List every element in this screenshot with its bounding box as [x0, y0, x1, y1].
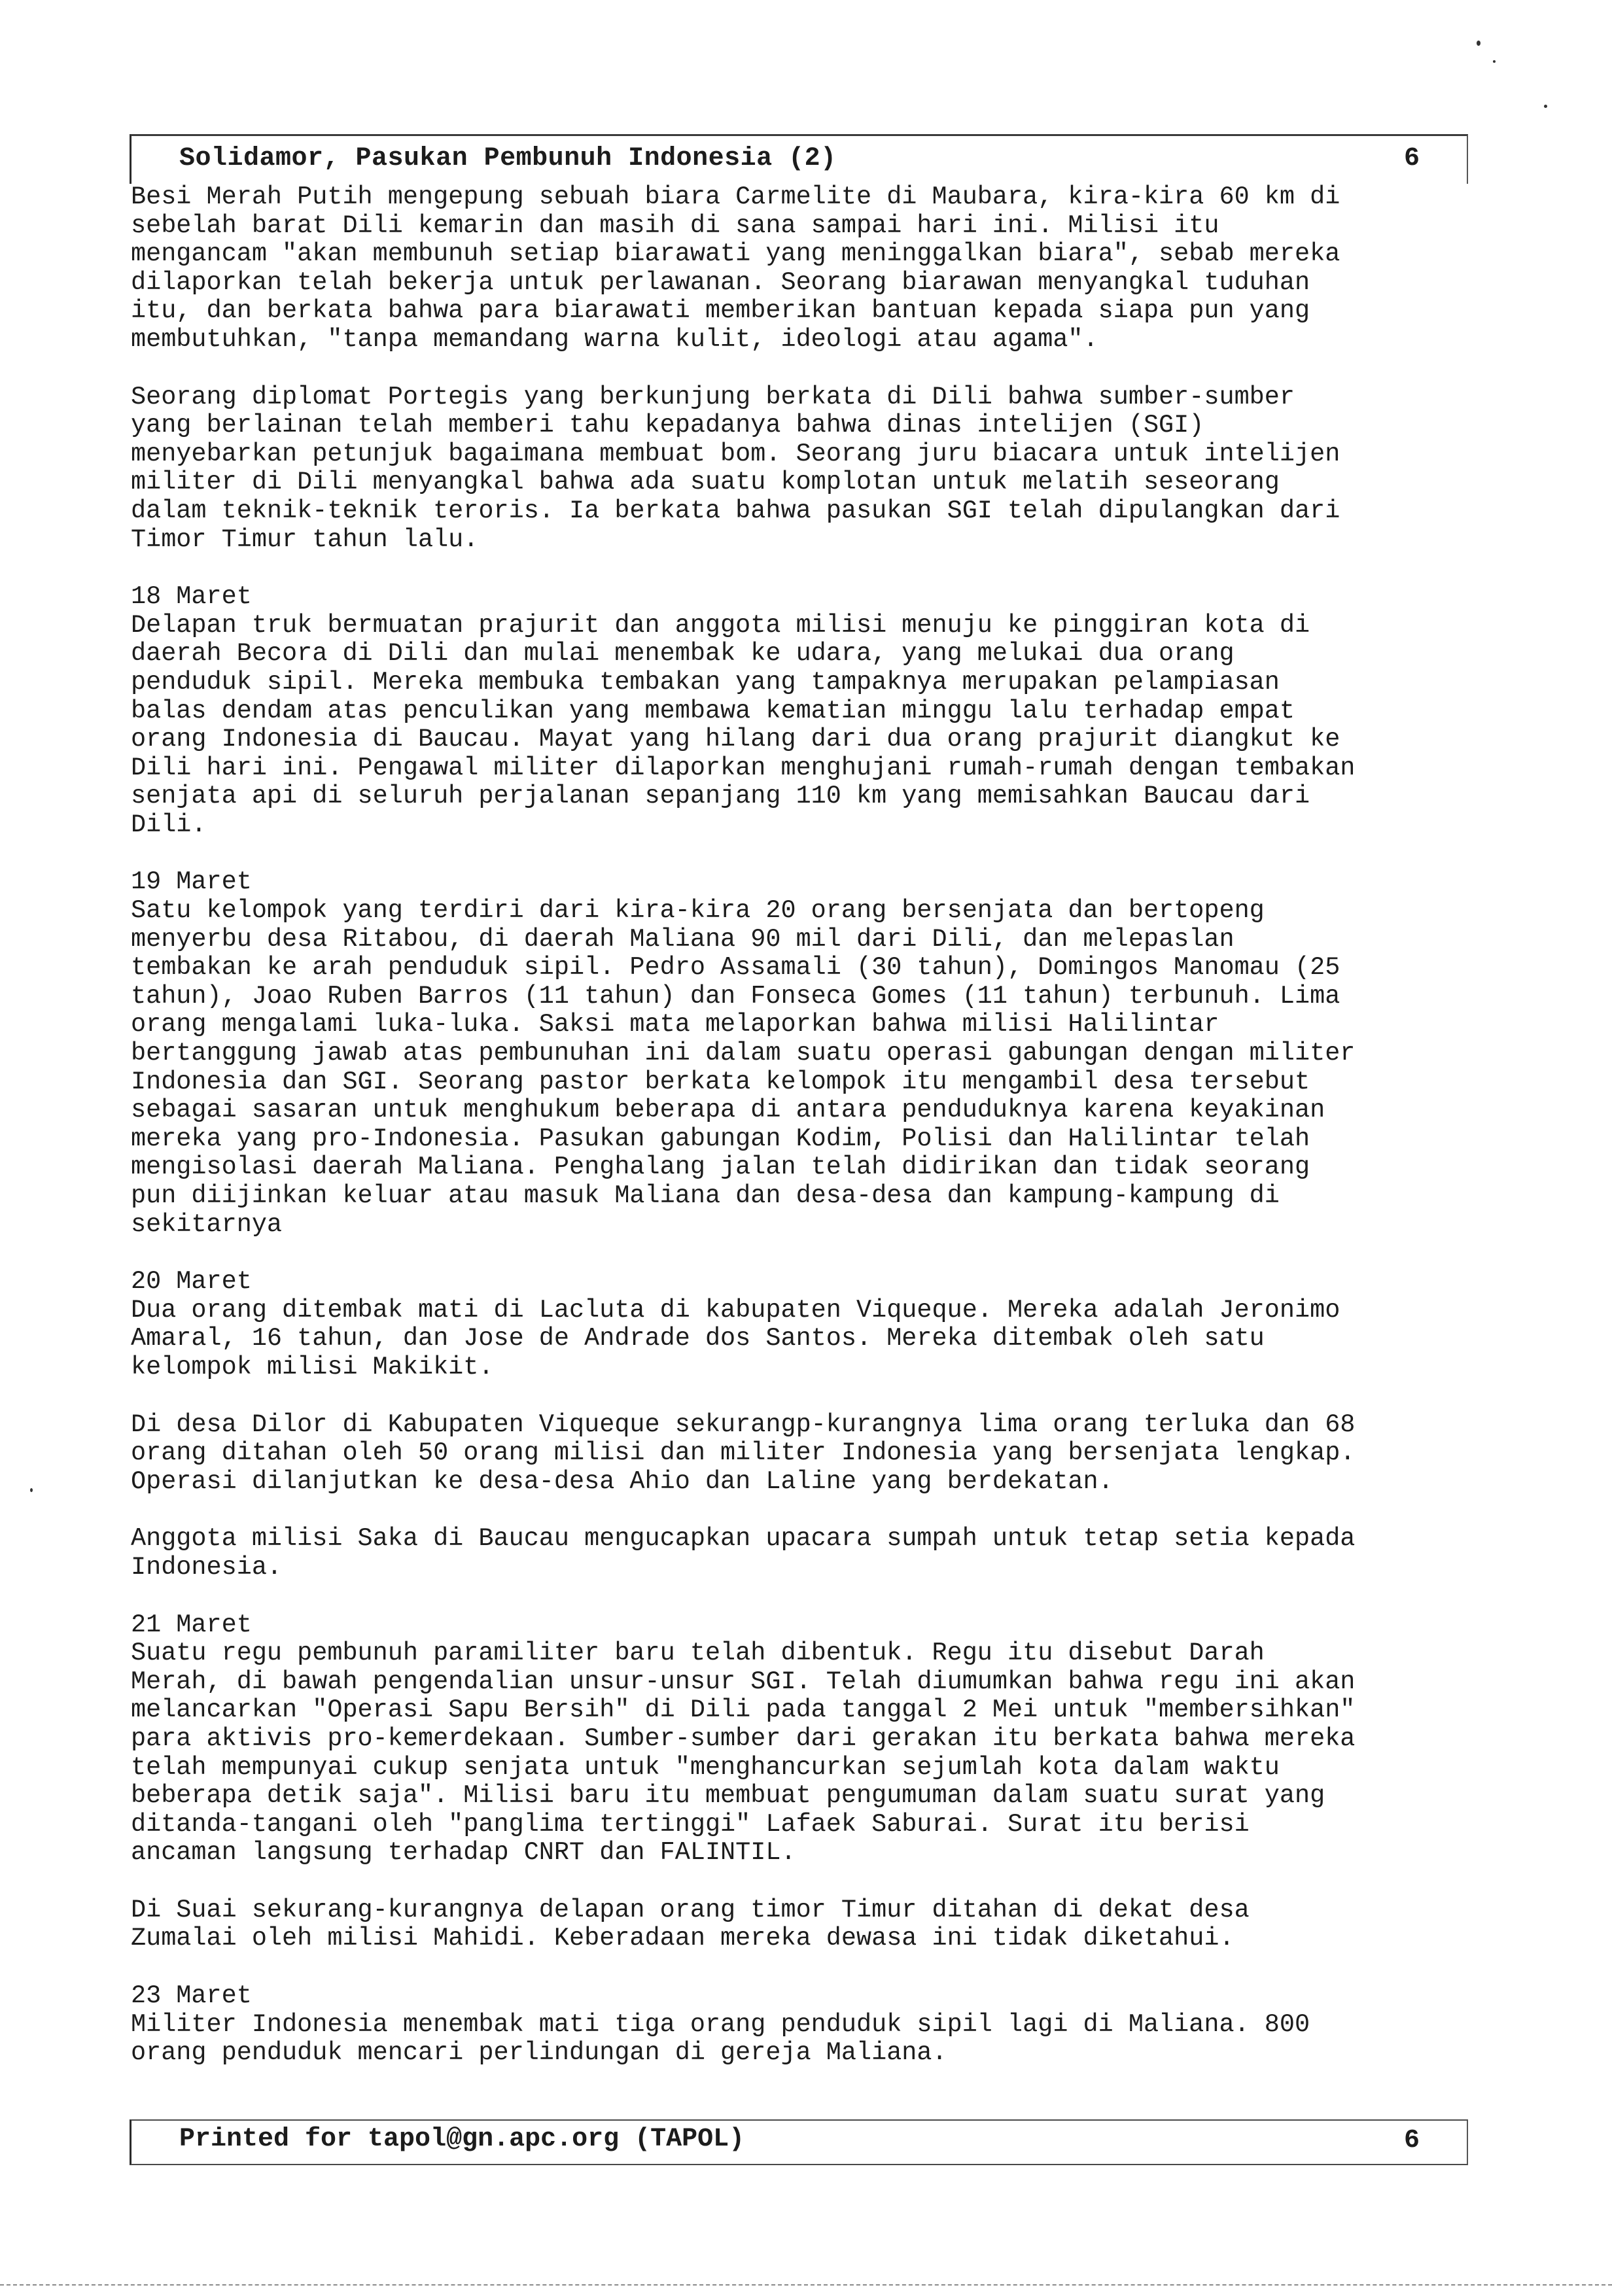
- text-line: menyebarkan petunjuk bagaimana membuat bom. Seorang juru biacara untuk intelijen: [131, 439, 1340, 468]
- paragraph: [131, 1611, 1465, 1868]
- text-line: orang mengalami luka-luka. Saksi mata melaporkan bahwa milisi Halilintar: [131, 1010, 1219, 1039]
- text-line: Di Suai sekurang-kurangnya delapan orang timor Timur ditahan di dekat desa: [131, 1895, 1250, 1924]
- footer-page-number: 6: [1404, 2126, 1420, 2155]
- text-line: mengancam "akan membunuh setiap biarawati yang meninggalkan biara", sebab mereka: [131, 239, 1340, 269]
- text-line: pun diijinkan keluar atau masuk Maliana dan desa-desa dan kampung-kampung di: [131, 1181, 1280, 1210]
- paragraph: [131, 868, 1465, 1239]
- entry-date: 19 Maret: [131, 867, 252, 897]
- scan-speck: [1493, 60, 1496, 63]
- text-line: tahun), Joao Ruben Barros (11 tahun) dan Fonseca Gomes (11 tahun) terbunuh. Lima: [131, 981, 1340, 1011]
- footer-printed-for: Printed for tapol@gn.apc.org (TAPOL): [179, 2125, 745, 2154]
- text-line: Militer Indonesia menembak mati tiga orang penduduk sipil lagi di Maliana. 800: [131, 2009, 1310, 2039]
- scan-speck: [1477, 41, 1481, 46]
- text-line: membutuhkan, "tanpa memandang warna kulit, ideologi atau agama".: [131, 324, 1098, 354]
- text-line: tembakan ke arah penduduk sipil. Pedro Assamali (30 tahun), Domingos Manomau (25: [131, 953, 1340, 983]
- text-line: melancarkan "Operasi Sapu Bersih" di Dili pada tanggal 2 Mei untuk "membersihkan": [131, 1696, 1356, 1725]
- text-line: Seorang diplomat Portegis yang berkunjung berkata di Dili bahwa sumber-sumber: [131, 382, 1295, 411]
- text-line: ancaman langsung terhadap CNRT dan FALINTIL.: [131, 1838, 796, 1868]
- entry-date: 23 Maret: [131, 1981, 252, 2011]
- text-line: balas dendam atas penculikan yang membawa kematian minggu lalu terhadap empat: [131, 696, 1295, 725]
- text-line: Merah, di bawah pengendalian unsur-unsur SGI. Telah diumumkan bahwa regu ini akan: [131, 1667, 1356, 1696]
- text-line: beberapa detik saja". Milisi baru itu membuat pengumuman dalam suatu surat yang: [131, 1781, 1325, 1811]
- text-line: daerah Becora di Dili dan mulai menembak ke udara, yang melukai dua orang: [131, 639, 1235, 669]
- text-line: para aktivis pro-kemerdekaan. Sumber-sumber dari gerakan itu berkata bahwa mereka: [131, 1724, 1356, 1753]
- text-line: Anggota milisi Saka di Baucau mengucapkan upacara sumpah untuk tetap setia kepada: [131, 1524, 1356, 1554]
- text-line: senjata api di seluruh perjalanan sepanjang 110 km yang memisahkan Baucau dari: [131, 782, 1310, 811]
- text-line: sebagai sasaran untuk menghukum beberapa di antara penduduknya karena keyakinan: [131, 1096, 1325, 1125]
- header-page-number: 6: [1404, 144, 1420, 173]
- text-line: penduduk sipil. Mereka membuka tembakan yang tampaknya merupakan pelampiasan: [131, 667, 1280, 697]
- entry-date: 20 Maret: [131, 1267, 252, 1296]
- text-line: sebelah barat Dili kemarin dan masih di sana sampai hari ini. Milisi itu: [131, 211, 1219, 240]
- text-line: Indonesia dan SGI. Seorang pastor berkata kelompok itu mengambil desa tersebut: [131, 1067, 1310, 1096]
- paragraph: [131, 1268, 1465, 1382]
- text-line: Indonesia.: [131, 1552, 283, 1582]
- text-line: yang berlainan telah memberi tahu kepadanya bahwa dinas intelijen (SGI): [131, 411, 1204, 440]
- scan-speck: [1544, 105, 1547, 108]
- text-line: mereka yang pro-Indonesia. Pasukan gabungan Kodim, Polisi dan Halilintar telah: [131, 1124, 1310, 1153]
- text-line: dalam teknik-teknik teroris. Ia berkata bahwa pasukan SGI telah dipulangkan dari: [131, 496, 1340, 525]
- paragraph: [131, 383, 1465, 555]
- text-line: militer di Dili menyangkal bahwa ada suatu komplotan untuk melatih seseorang: [131, 468, 1280, 497]
- text-line: Besi Merah Putih mengepung sebuah biara Carmelite di Maubara, kira-kira 60 km di: [131, 183, 1340, 211]
- text-line: ditanda-tangani oleh "panglima tertinggi" Lafaek Saburai. Surat itu berisi: [131, 1809, 1250, 1839]
- paragraph: [131, 1982, 1465, 2068]
- text-line: sekitarnya: [131, 1209, 283, 1239]
- text-line: Satu kelompok yang terdiri dari kira-kira 20 orang bersenjata dan bertopeng: [131, 896, 1265, 926]
- document-title: Solidamor, Pasukan Pembunuh Indonesia (2): [179, 144, 837, 173]
- text-line: dilaporkan telah bekerja untuk perlawanan. Seorang biarawan menyangkal tuduhan: [131, 268, 1310, 297]
- paragraph: [131, 1896, 1465, 1953]
- text-line: telah mempunyai cukup senjata untuk "menghancurkan sejumlah kota dalam waktu: [131, 1752, 1280, 1782]
- text-line: Delapan truk bermuatan prajurit dan anggota milisi menuju ke pinggiran kota di: [131, 610, 1310, 640]
- entry-date: 18 Maret: [131, 582, 252, 612]
- scan-edge-line: [0, 2284, 1612, 2286]
- text-line: orang penduduk mencari perlindungan di gereja Maliana.: [131, 2038, 947, 2068]
- text-line: kelompok milisi Makikit.: [131, 1352, 494, 1382]
- entry-date: 21 Maret: [131, 1610, 252, 1639]
- text-line: Dua orang ditembak mati di Lacluta di kabupaten Viqueque. Mereka adalah Jeronimo: [131, 1295, 1340, 1325]
- paragraph: [131, 583, 1465, 839]
- document-body: [131, 183, 1465, 2096]
- scan-speck: [30, 1488, 33, 1492]
- text-line: Operasi dilanjutkan ke desa-desa Ahio dan Laline yang berdekatan.: [131, 1467, 1113, 1496]
- text-line: Zumalai oleh milisi Mahidi. Keberadaan mereka dewasa ini tidak diketahui.: [131, 1924, 1235, 1953]
- paragraph: [131, 1411, 1465, 1497]
- text-line: menyerbu desa Ritabou, di daerah Maliana 90 mil dari Dili, dan melepaslan: [131, 924, 1235, 954]
- text-line: bertanggung jawab atas pembunuhan ini dalam suatu operasi gabungan dengan militer: [131, 1039, 1356, 1068]
- text-line: Dili.: [131, 810, 207, 839]
- text-line: Di desa Dilor di Kabupaten Viqueque sekurangp-kurangnya lima orang terluka dan 68: [131, 1410, 1356, 1439]
- text-line: Timor Timur tahun lalu.: [131, 525, 479, 554]
- paragraph: [131, 1525, 1465, 1582]
- text-line: Amaral, 16 tahun, dan Jose de Andrade dos Santos. Mereka ditembak oleh satu: [131, 1324, 1265, 1353]
- paragraph: [131, 183, 1465, 355]
- text-line: itu, dan berkata bahwa para biarawati memberikan bantuan kepada siapa pun yang: [131, 296, 1310, 326]
- text-line: Dili hari ini. Pengawal militer dilaporkan menghujani rumah-rumah dengan tembakan: [131, 753, 1356, 782]
- text-line: mengisolasi daerah Maliana. Penghalang jalan telah didirikan dan tidak seorang: [131, 1153, 1310, 1182]
- text-line: Suatu regu pembunuh paramiliter baru telah dibentuk. Regu itu disebut Darah: [131, 1639, 1265, 1668]
- text-line: orang Indonesia di Baucau. Mayat yang hilang dari dua orang prajurit diangkut ke: [131, 725, 1340, 754]
- text-line: orang ditahan oleh 50 orang milisi dan militer Indonesia yang bersenjata lengkap.: [131, 1438, 1356, 1468]
